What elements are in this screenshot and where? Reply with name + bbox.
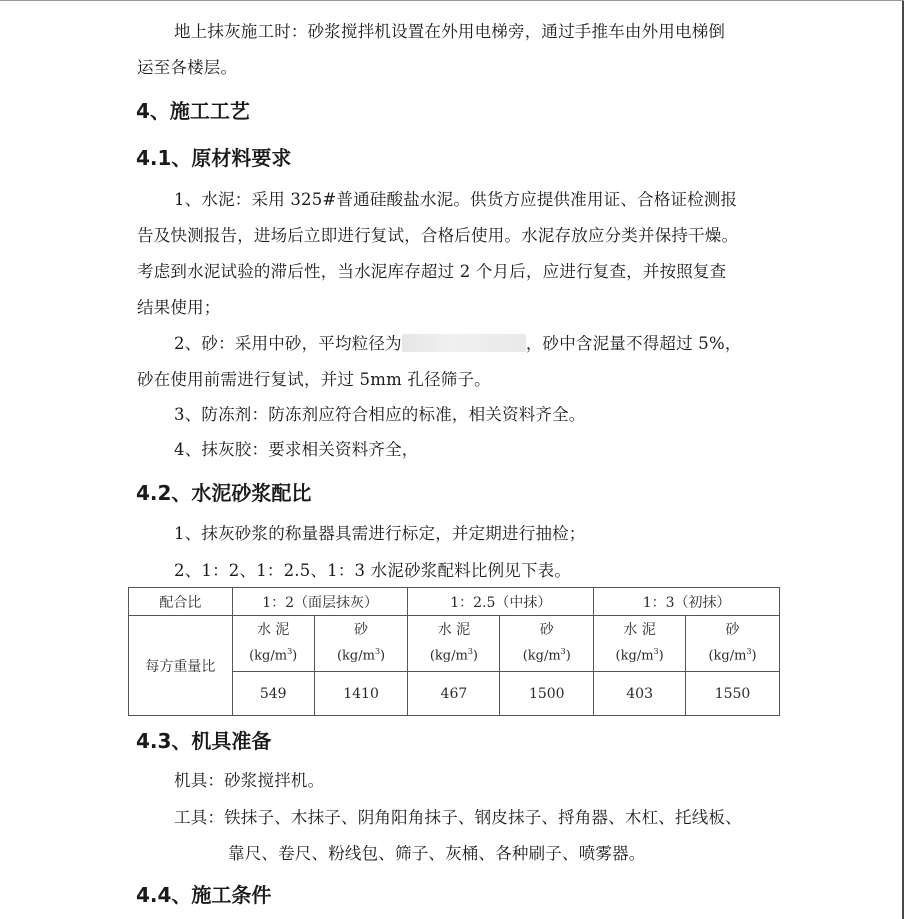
heading-mortar-mix-ratio: 4.2、水泥砂浆配比 <box>136 481 312 505</box>
sand-line1-pre: 2、砂：采用中砂，平均粒径为 <box>174 334 402 353</box>
value-cell: 1410 <box>314 672 408 716</box>
group-1-2-5-cell: 1：2.5（中抹） <box>408 588 594 616</box>
cement-unit-cell <box>232 616 314 672</box>
unit-label: $(kg/m^3)$ <box>522 647 571 664</box>
weight-label-cell: 每方重量比 <box>129 616 233 716</box>
sand-unit-cell <box>686 616 780 672</box>
unit-label: $(kg/m^3)$ <box>708 647 757 664</box>
heading-raw-material-requirements: 4.1、原材料要求 <box>136 146 292 170</box>
unit-label: $(kg/m^3)$ <box>429 647 478 664</box>
cement-line2: 告及快测报告，进场后立即进行复试，合格后使用。水泥存放应分类并保持干燥。 <box>137 226 739 245</box>
mix-note-2: 2、1：2、1：2.5、1：3 水泥砂浆配料比例见下表。 <box>174 561 572 580</box>
sand-unit-cell <box>314 616 408 672</box>
machines-line: 机具：砂浆搅拌机。 <box>174 771 325 790</box>
sand-label: 砂 <box>354 622 369 639</box>
sand-label: 砂 <box>539 622 554 639</box>
group-1-3-cell: 1：3（初抹） <box>594 588 780 616</box>
sand-line1 <box>174 334 742 354</box>
heading-construction-conditions: 4.4、施工条件 <box>136 883 272 907</box>
sand-unit-cell <box>500 616 594 672</box>
unit-label: $(kg/m^3)$ <box>615 647 664 664</box>
heading-equipment-preparation: 4.3、机具准备 <box>136 729 272 753</box>
cement-unit-cell <box>408 616 500 672</box>
group-1-2-cell: 1：2（面层抹灰） <box>232 588 408 616</box>
cement-line3: 考虑到水泥试验的滞后性，当水泥库存超过 2 个月后，应进行复查，并按照复查 <box>137 262 727 281</box>
plaster-glue-line: 4、抹灰胶：要求相关资料齐全， <box>174 440 419 459</box>
paragraph-intro-line1: 地上抹灰施工时：砂浆搅拌机设置在外用电梯旁，通过手推车由外用电梯倒 <box>174 22 726 41</box>
paragraph-intro-line2: 运至各楼层。 <box>137 58 238 77</box>
cement-label: 水 泥 <box>623 622 656 639</box>
sand-label: 砂 <box>725 622 740 639</box>
heading-construction-process: 4、施工工艺 <box>136 99 250 123</box>
value-cell: 467 <box>408 672 500 716</box>
antifreeze-line: 3、防冻剂：防冻剂应符合相应的标准，相关资料齐全。 <box>174 405 586 424</box>
table-unit-row <box>129 616 780 672</box>
page-top-edge <box>0 0 904 1</box>
tools-line1: 工具：铁抹子、木抹子、阴角阳角抹子、钢皮抹子、捋角器、木杠、托线板、 <box>174 808 742 827</box>
redacted-blur <box>402 334 526 352</box>
sand-line1-post: ，砂中含泥量不得超过 5%， <box>525 334 742 353</box>
tools-line2: 靠尺、卷尺、粉线包、筛子、灰桶、各种刷子、喷雾器。 <box>228 844 646 863</box>
cement-line1: 1、水泥：采用 325#普通硅酸盐水泥。供货方应提供准用证、合格证检测报 <box>174 190 738 209</box>
mix-note-1: 1、抹灰砂浆的称量器具需进行标定，并定期进行抽检； <box>174 524 586 543</box>
unit-label: $(kg/m^3)$ <box>336 647 386 664</box>
cement-label: 水 泥 <box>437 622 471 639</box>
unit-label: $(kg/m^3)$ <box>249 647 298 664</box>
mix-ratio-table <box>128 587 780 716</box>
cement-line4: 结果使用； <box>137 298 221 317</box>
ratio-label-cell: 配合比 <box>129 588 233 616</box>
value-cell: 403 <box>594 672 686 716</box>
cement-label: 水 泥 <box>256 622 290 639</box>
value-cell: 1550 <box>686 672 780 716</box>
cement-unit-cell <box>594 616 686 672</box>
value-cell: 1500 <box>500 672 594 716</box>
table-header-row <box>129 588 780 616</box>
sand-line2: 砂在使用前需进行复试，并过 5mm 孔径筛子。 <box>137 370 491 389</box>
value-cell: 549 <box>232 672 314 716</box>
